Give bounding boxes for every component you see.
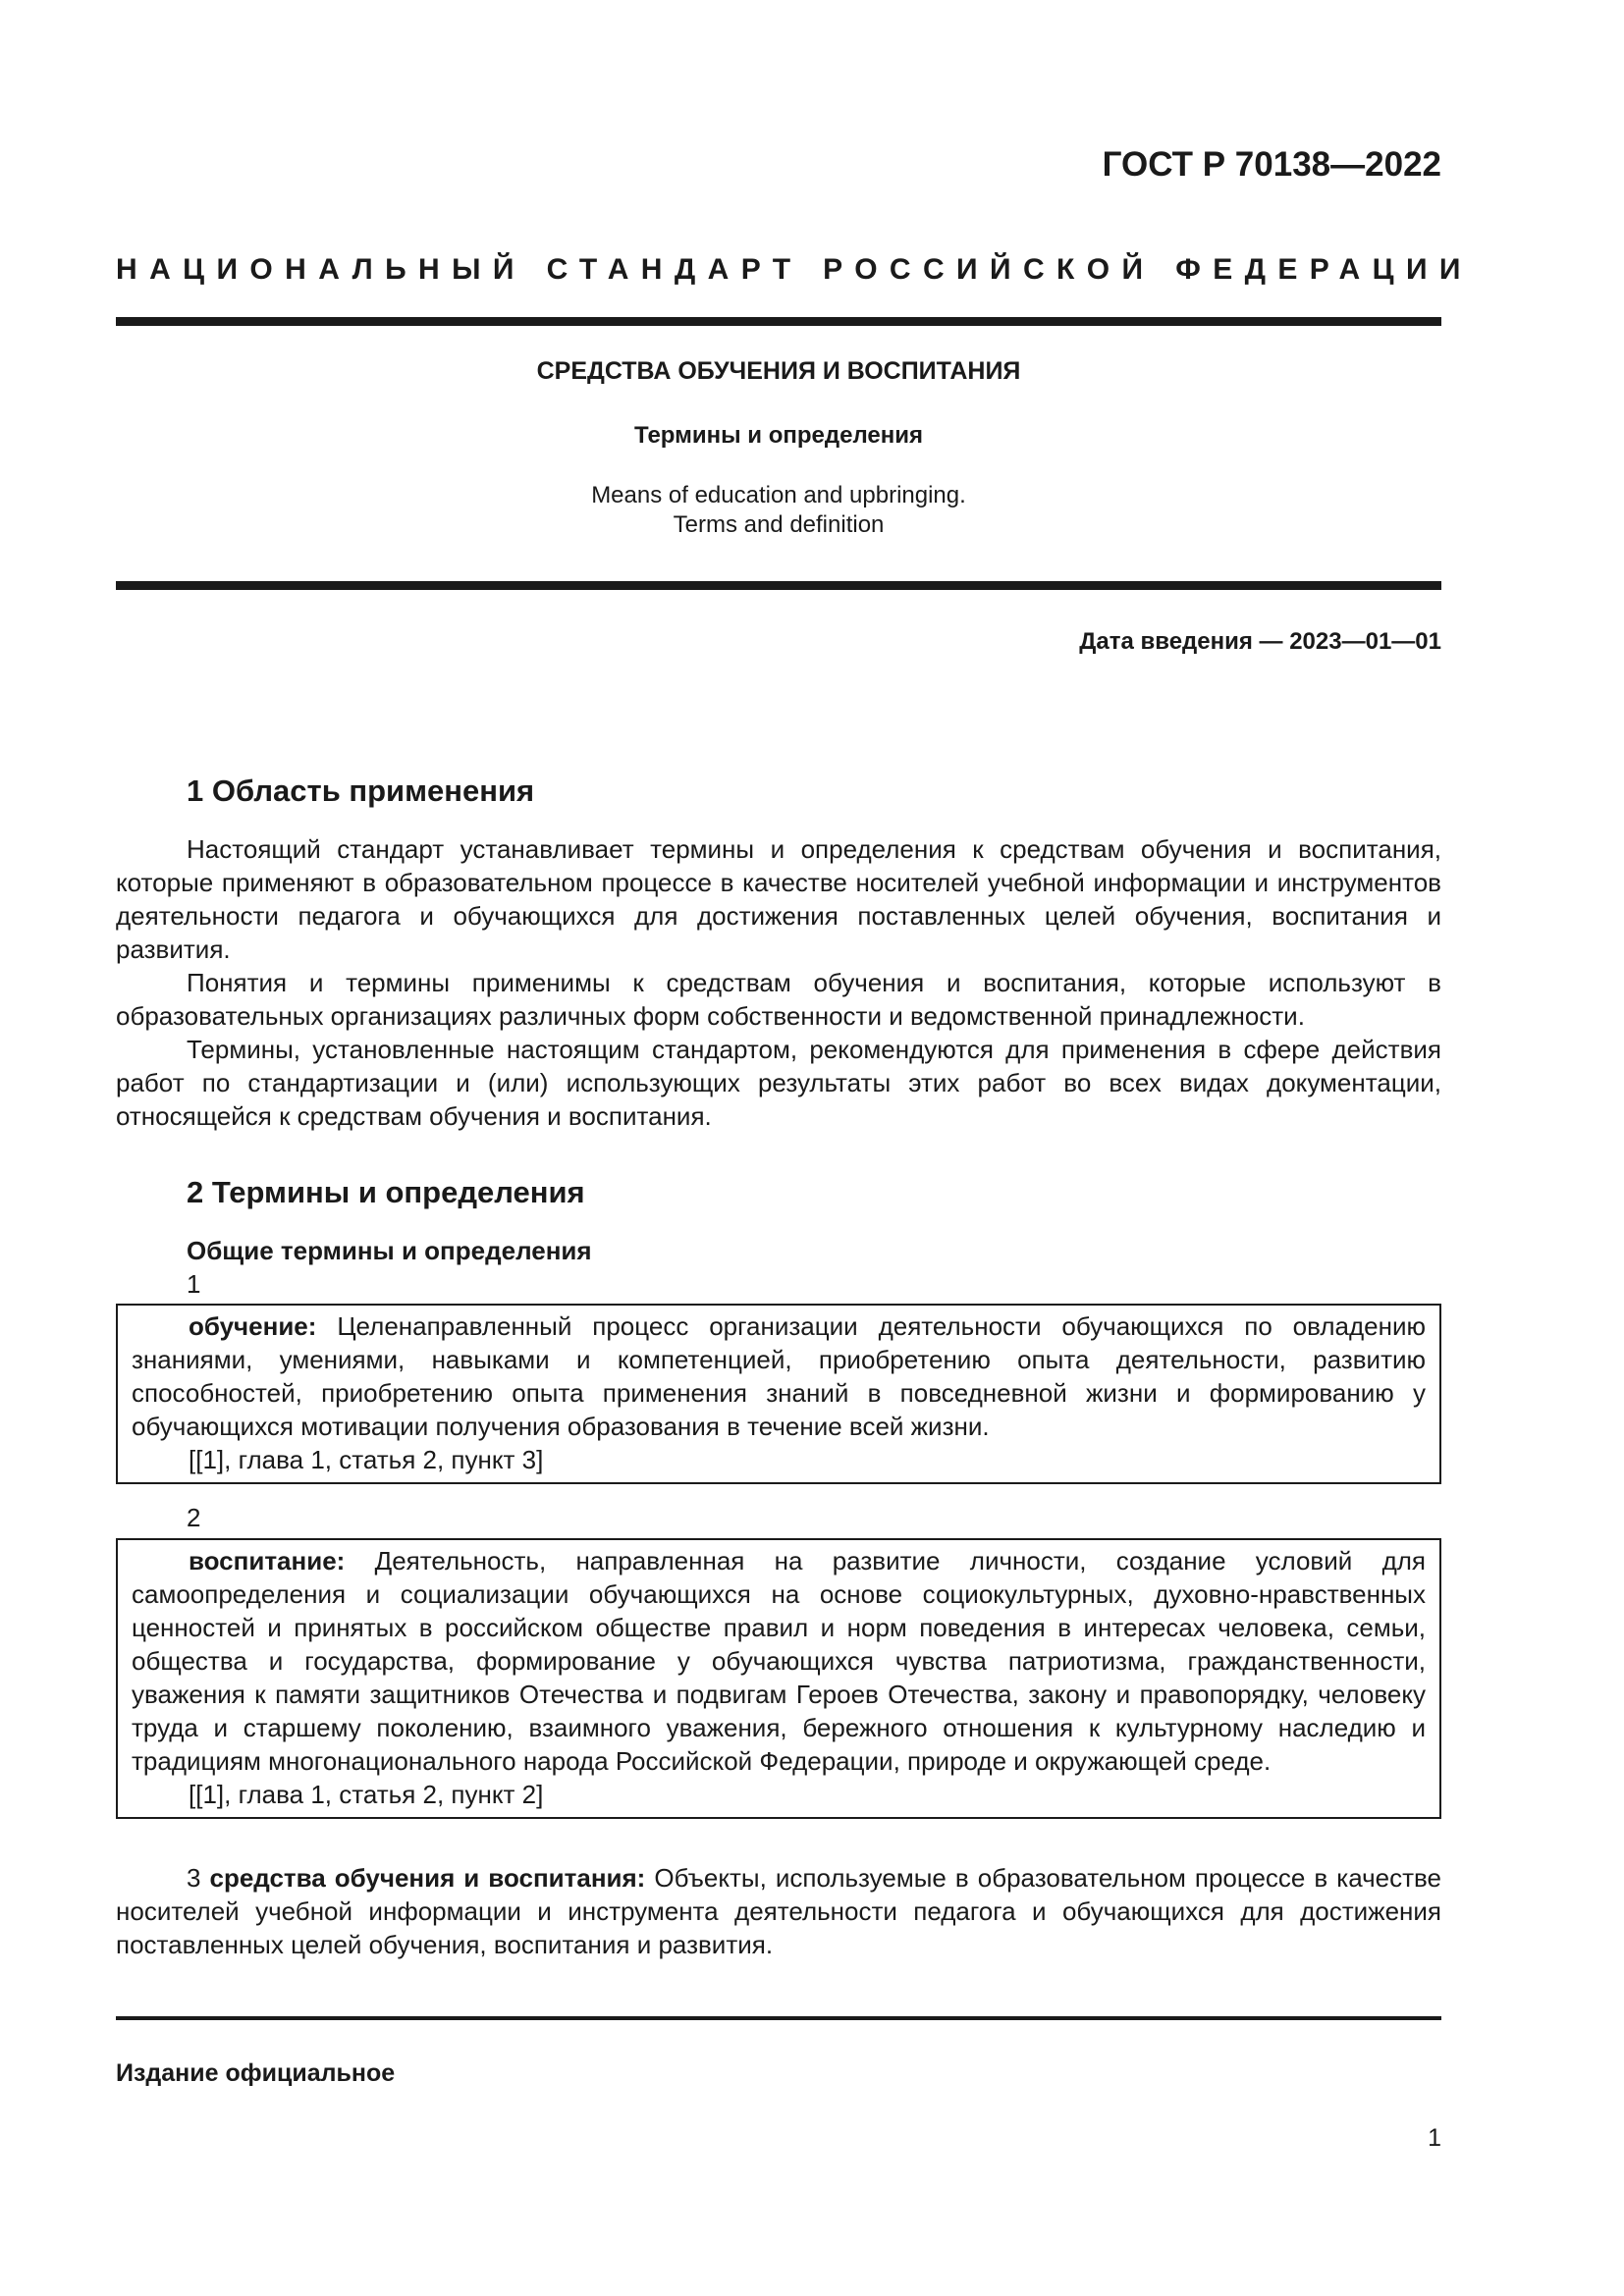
term-1-term: обучение: <box>189 1311 317 1341</box>
term-2-number: 2 <box>187 1503 201 1532</box>
term-2-term: воспитание: <box>189 1546 346 1575</box>
section-1-paragraph-1: Настоящий стандарт устанавливает термины и определения к средствам обучения и воспитания, которые применяют в образовательном процессе в качестве носителей учебной информации и инструментов деятельности педагога и обучающихся для достижения поставленных целей обучения, воспитания и развития. <box>116 834 1441 964</box>
footer-rule <box>116 2016 1441 2020</box>
section-2-subheading: Общие термины и определения <box>187 1236 592 1265</box>
english-title <box>116 481 1441 540</box>
document-title: СРЕДСТВА ОБУЧЕНИЯ И ВОСПИТАНИЯ <box>536 357 1021 385</box>
section-1-heading: 1 Область применения <box>187 774 535 808</box>
section-2-heading: 2 Термины и определения <box>187 1175 585 1209</box>
term-1-definition-paragraph <box>132 1309 1426 1443</box>
english-title-line-1: Means of education and upbringing. <box>591 482 966 508</box>
national-standard-banner: НАЦИОНАЛЬНЫЙ СТАНДАРТ РОССИЙСКОЙ ФЕДЕРАЦИИ <box>116 253 1473 286</box>
term-1-number: 1 <box>187 1269 201 1299</box>
english-title-line-2: Terms and definition <box>673 511 885 538</box>
term-3-paragraph <box>116 1861 1441 1961</box>
term-3-number: 3 <box>187 1863 201 1893</box>
official-edition-label: Издание официальное <box>116 2059 396 2087</box>
term-2-box <box>116 1538 1441 1819</box>
header-rule-top <box>116 317 1441 326</box>
term-1-reference: [[1], глава 1, статья 2, пункт 3] <box>189 1445 544 1474</box>
section-1-paragraph-2: Понятия и термины применимы к средствам обучения и воспитания, которые используют в образовательных организациях различных форм собственности и ведомственной принадлежности. <box>116 968 1441 1031</box>
section-1-body <box>116 832 1441 1133</box>
section-1-paragraph-3: Термины, установленные настоящим стандартом, рекомендуются для применения в сфере действия работ по стандартизации и (или) использующих результаты этих работ во всех видах документации, относящейся к средствам обучения и воспитания. <box>116 1035 1441 1131</box>
term-3-term: средства обучения и воспитания: <box>209 1863 646 1893</box>
term-3-definition: Объекты, используемые в образовательном процессе в качестве носителей учебной информации и инструмента деятельности педагога и обучающихся для достижения поставленных целей обучения, воспитания и развития. <box>116 1863 1441 1959</box>
header-rule-bottom <box>116 581 1441 590</box>
document-subtitle: Термины и определения <box>633 422 924 449</box>
term-2-definition-paragraph <box>132 1544 1426 1778</box>
term-2-definition: Деятельность, направленная на развитие личности, создание условий для самоопределения и социализации обучающихся на основе социокультурных, духовно-нравственных ценностей и принятых в российском обществе правил и норм поведения в интересах человека, семьи, общества и государства, формирование у обучающихся чувства патриотизма, гражданственности, уважения к памяти защитников Отечества и подвигам Героев Отечества, закону и правопорядку, человеку труда и старшему поколению, взаимного уважения, бережного отношения к культурному наследию и традициям многонационального народа Российской Федерации, природе и окружающей среде. <box>132 1546 1426 1776</box>
term-2-reference: [[1], глава 1, статья 2, пункт 2] <box>189 1780 544 1809</box>
gost-number: ГОСТ Р 70138—2022 <box>1102 145 1441 184</box>
term-1-definition: Целенаправленный процесс организации деятельности обучающихся по овладению знаниями, умениями, навыками и компетенцией, приобретению опыта деятельности, развитию способностей, приобретению опыта применения знаний в повседневной жизни и формированию у обучающихся мотивации получения образования в течение всей жизни. <box>132 1311 1426 1441</box>
term-1-box <box>116 1304 1441 1484</box>
date-of-introduction: Дата введения — 2023—01—01 <box>1079 628 1441 655</box>
page-number: 1 <box>1428 2124 1441 2152</box>
